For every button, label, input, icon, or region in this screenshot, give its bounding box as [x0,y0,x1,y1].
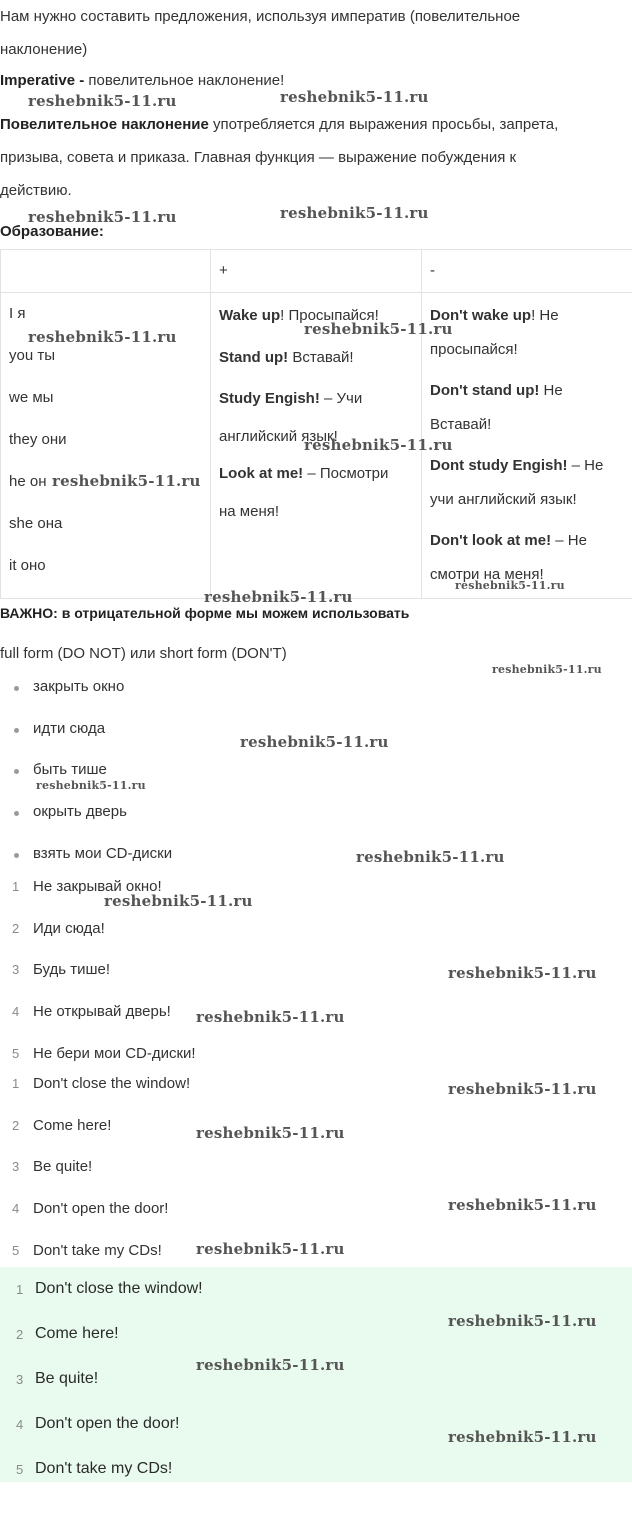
header-cell-positive: + [211,250,422,293]
negative-rest: просыпайся! [430,341,518,358]
sentence-text: Don't close the window! [33,1075,191,1092]
important-line-2: full form (DO NOT) или short form (DON'T) [0,645,287,662]
item-number: 5 [12,1242,20,1258]
header-cell-negative: - [422,250,632,293]
bullet-icon [14,769,19,774]
watermark: reshebnik5-11.ru [280,88,429,106]
item-number: 2 [16,1327,24,1342]
positive-bold: Look at me! [219,465,304,482]
watermark: reshebnik5-11.ru [196,1008,345,1026]
watermark: reshebnik5-11.ru [448,964,597,982]
positive-rest: – Посмотри [303,465,389,482]
pronoun-item: he он [9,473,47,490]
item-number: 4 [16,1417,24,1432]
sentence-text: Don't close the window! [35,1280,203,1297]
imperative-term: Imperative - [0,72,85,89]
sentence-text: Не открывай дверь! [33,1003,171,1021]
sentence-text: Be quite! [35,1370,99,1387]
list-item [0,1271,632,1316]
negative-line [430,524,624,558]
negative-bold: Don't wake up [430,307,532,324]
watermark: reshebnik5-11.ru [196,1240,345,1258]
bullet-icon [14,853,19,858]
pronoun-item: it оно [9,557,46,574]
intro-line-2: наклонение) [0,41,88,58]
item-number: 2 [12,1117,20,1133]
negative-rest: учи английский язык! [430,491,577,508]
positive-line [219,339,413,377]
item-number: 5 [16,1462,24,1477]
usage-term: Повелительное наклонение [0,116,209,133]
item-number: 2 [12,920,20,936]
watermark: reshebnik5-11.ru [52,472,201,490]
list-item [0,874,632,916]
watermark: reshebnik5-11.ru [448,1312,597,1330]
formation-label: Образование: [0,223,104,240]
item-number: 1 [12,1076,20,1091]
task-text: окрыть дверь [33,803,127,821]
usage-line-2: призыва, совета и приказа. Главная функция — выражение побуждения к [0,149,517,166]
item-number: 1 [12,879,20,894]
watermark: reshebnik5-11.ru [28,208,177,226]
sentence-text: Come here! [33,1116,112,1134]
watermark: reshebnik5-11.ru [356,848,505,866]
sentence-text: Don't take my CDs! [35,1460,173,1477]
watermark: reshebnik5-11.ru [492,663,602,676]
negative-bold: Don't look at me! [430,532,552,549]
positive-bold: Stand up! [219,348,289,366]
watermark: reshebnik5-11.ru [448,1428,597,1446]
watermark: reshebnik5-11.ru [204,588,353,606]
usage-line-1 [0,108,632,141]
watermark: reshebnik5-11.ru [304,436,453,454]
list-item [0,1451,632,1496]
watermark: reshebnik5-11.ru [280,204,429,222]
positive-rest: Вставай! [288,348,354,366]
watermark: reshebnik5-11.ru [196,1124,345,1142]
watermark: reshebnik5-11.ru [28,92,177,110]
task-text: взять мои CD-диски [33,844,173,862]
positive-rest: на меня! [219,502,280,520]
bullet-icon [14,811,19,816]
watermark: reshebnik5-11.ru [448,1196,597,1214]
item-number: 1 [16,1282,24,1297]
watermark: reshebnik5-11.ru [304,320,453,338]
negative-cell [422,293,632,599]
negative-bold: Don't stand up! [430,382,540,399]
negative-rest: Вставай! [430,416,492,433]
negative-line [430,333,624,367]
positive-line [219,380,413,418]
negative-line [430,299,624,333]
sentence-text: Don't open the door! [35,1415,180,1432]
pronoun-item: she она [9,515,63,532]
sentence-text: Don't open the door! [33,1200,169,1218]
bullet-icon [14,728,19,733]
pronoun-item: I я [9,305,26,322]
pronoun-item: we мы [9,389,54,406]
watermark: reshebnik5-11.ru [448,1080,597,1098]
negative-line [430,483,624,517]
negative-rest: ! Не [531,307,559,324]
negative-bold: Dont study Engish! [430,457,568,474]
item-number: 5 [12,1045,20,1061]
watermark: reshebnik5-11.ru [455,579,565,592]
sentence-text: Не закрывай окно! [33,878,162,895]
pronoun-item: they они [9,431,67,448]
sentence-text: Be quite! [33,1158,93,1176]
imperative-table [0,249,632,599]
negative-line [430,449,624,483]
positive-rest: – Учи [319,390,363,407]
important-line-1: ВАЖНО: в отрицательной форме мы можем использовать [0,605,410,621]
sentence-text: Come here! [35,1325,119,1342]
pronoun-item: you ты [9,347,56,364]
negative-line [430,374,624,408]
positive-rest: ! Просыпайся! [280,307,379,324]
watermark: reshebnik5-11.ru [36,779,146,792]
list-item [0,674,632,716]
bullet-icon [14,686,19,691]
table-header-row [1,250,632,293]
positive-bold: Wake up [219,307,281,324]
usage-line-3: действию. [0,182,72,199]
item-number: 4 [12,1201,20,1217]
item-number: 3 [12,962,20,978]
usage-rest: употребляется для выражения просьбы, запрета, [208,116,559,133]
watermark: reshebnik5-11.ru [196,1356,345,1374]
list-item [0,1154,632,1196]
negative-rest: смотри на меня! [430,566,544,583]
header-cell-pronoun [1,250,211,293]
list-item [0,799,632,841]
item-number: 4 [12,1004,20,1020]
list-item [0,916,632,958]
task-text: идти сюда [33,719,106,737]
task-text: быть тише [33,761,107,779]
positive-line [219,455,413,493]
negative-rest: – Не [551,532,587,549]
sentence-text: Будь тише! [33,961,111,979]
watermark: reshebnik5-11.ru [28,328,177,346]
negative-rest: Не [539,382,563,399]
intro-line-1: Нам нужно составить предложения, используя императив (повелительное [0,8,521,25]
sentence-text: Don't take my CDs! [33,1241,162,1259]
negative-rest: – Не [567,457,604,474]
item-number: 3 [12,1159,20,1175]
sentence-text: Не бери мои CD-диски! [33,1044,196,1062]
positive-line [219,493,413,531]
watermark: reshebnik5-11.ru [240,733,389,751]
negative-line [430,408,624,442]
sentence-text: Иди сюда! [33,919,105,937]
answer-block [0,1267,632,1482]
imperative-meaning: повелительное наклонение! [84,72,285,89]
watermark: reshebnik5-11.ru [104,892,253,910]
positive-rest: английский язык! [219,427,338,445]
answer-sentence-list [0,1271,632,1496]
item-number: 3 [16,1372,24,1387]
positive-bold: Study Engish! [219,390,320,407]
task-text: закрыть окно [33,678,125,695]
